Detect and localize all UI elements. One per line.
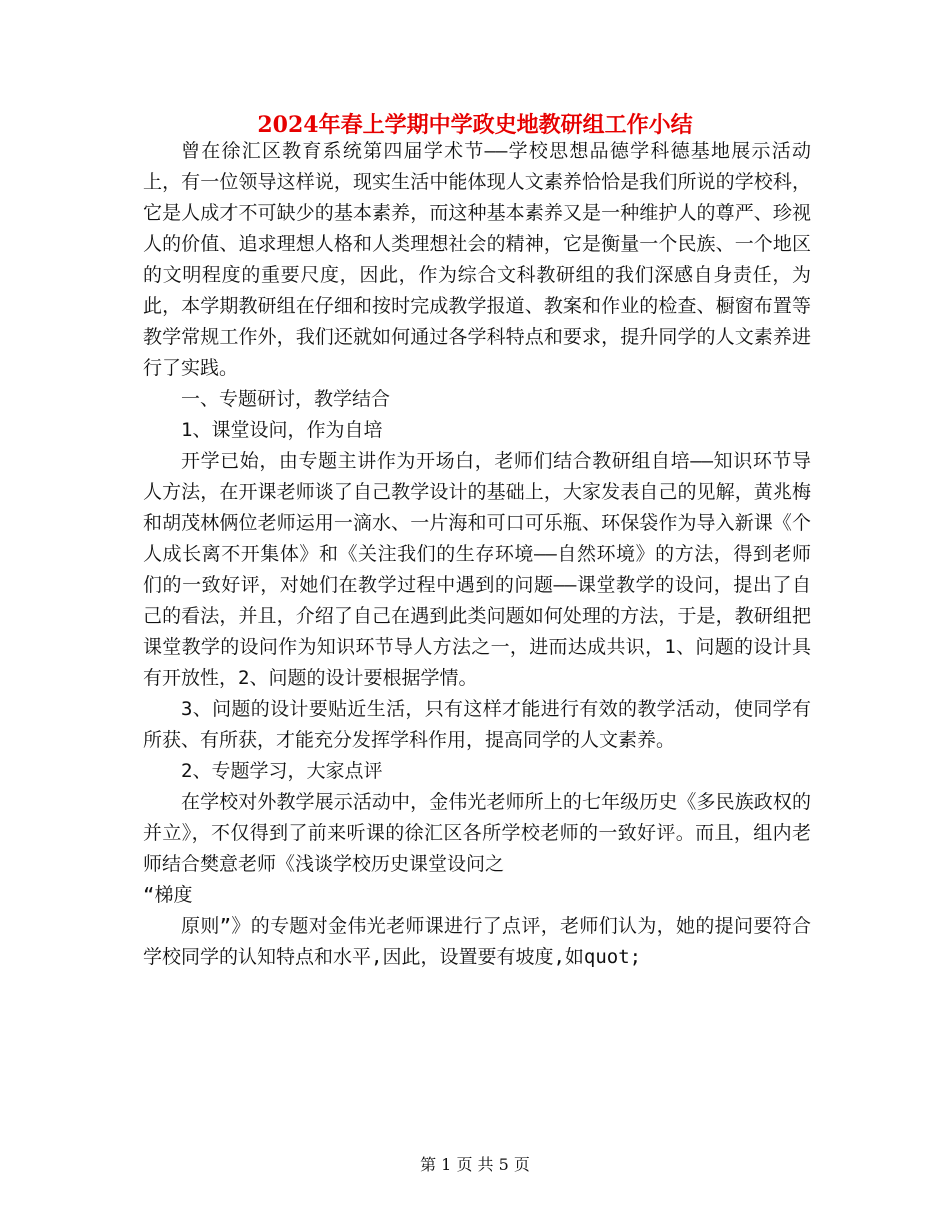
paragraph-lesson-design: 开学已始，由专题主讲作为开场白，老师们结合教研组自培——知识环节导人方法，在开课老师谈了自己教学设计的基础上，大家发表自己的见解，黄兆梅和胡茂林俩位老师运用一滴水、一片海和可口可乐瓶、环保袋作为导入新课《个人成长离不开集体》和《关注我们的生存环境——自然环境》的方法，得到老师们的一致好评，对她们在教学过程中遇到的问题——课堂教学的设问，提出了自己的看法，并且，介绍了自己在遇到此类问题如何处理的方法，于是，教研组把课堂教学的设问作为知识环节导人方法之一，进而达成共识，1、问题的设计具有开放性，2、问题的设计要根据学情。 [143,450,811,689]
paragraph-fragment-gradient: “梯度 [143,884,193,906]
paragraph-showcase: 在学校对外教学展示活动中，金伟光老师所上的七年级历史《多民族政权的并立》，不仅得到了前来听课的徐汇区各所学校老师的一致好评。而且，组内老师结合樊意老师《浅谈学校历史课堂设问之 [143,791,811,875]
paragraph-review: 原则”》的专题对金伟光老师课进行了点评，老师们认为，她的提问要符合学校同学的认知特点和水平,因此，设置要有坡度,如quot; [143,915,811,968]
document-title: 2024年春上学期中学政史地教研组工作小结 [257,112,693,138]
paragraph-intro: 曾在徐汇区教育系统第四届学术节——学校思想品德学科德基地展示活动上，有一位领导这样说，现实生活中能体现人文素养恰恰是我们所说的学校科，它是人成才不可缺少的基本素养，而这种基本素养又是一种维护人的尊严、珍视人的价值、追求理想人格和人类理想社会的精神，它是衡量一个民族、一个地区的文明程度的重要尺度，因此，作为综合文科教研组的我们深感自身责任，为此，本学期教研组在仔细和按时完成教学报道、教案和作业的检查、橱窗布置等教学常规工作外，我们还就如何通过各学科特点和要求，提升同学的人文素养进行了实践。 [143,140,811,379]
section-heading-1: 一、专题研讨，教学结合 [181,388,391,410]
subheading-2: 2、专题学习，大家点评 [181,760,383,782]
document-body [143,136,811,973]
subheading-1: 1、课堂设问，作为自培 [181,419,383,441]
page-footer: 第 1 页 共 5 页 [420,1155,530,1174]
paragraph-point-3: 3、问题的设计要贴近生活，只有这样才能进行有效的教学活动，使同学有所获、有所获，才能充分发挥学科作用，提高同学的人文素养。 [143,698,811,751]
